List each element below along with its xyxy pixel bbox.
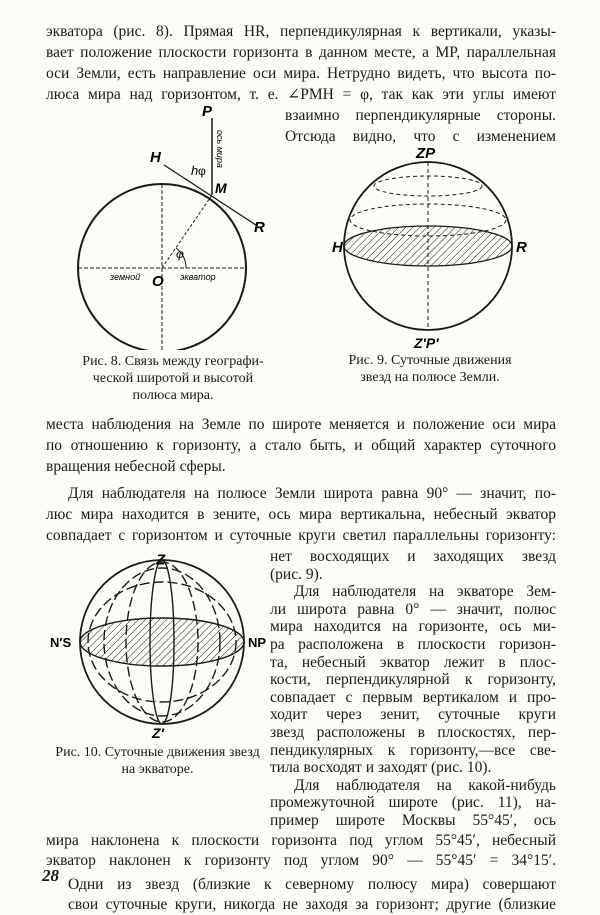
label-axis: ось мира	[215, 130, 225, 168]
text-line: места наблюдения на Земле по широте меняется и положение оси мира	[46, 416, 556, 433]
label-phi: φ	[176, 247, 184, 261]
figure-8-caption	[58, 353, 288, 404]
text-line: пример широте Москвы 55°45′, ось	[270, 812, 556, 829]
figure-10	[50, 552, 275, 742]
label-h: h	[191, 163, 199, 178]
text-line: Одни из звезд (близкие к северному полюсу мира) совершают	[68, 875, 556, 893]
label-P: P	[202, 103, 213, 120]
page-number: 28	[42, 866, 59, 885]
caption-line: на экваторе.	[121, 762, 194, 777]
label-equator: экватор	[180, 272, 216, 282]
caption-line: ческой широтой и высотой	[92, 371, 254, 386]
label-M: M	[215, 180, 227, 196]
text-line: тила восходят и заходят (рис. 10).	[270, 759, 492, 777]
label-Z: Z	[156, 552, 166, 569]
caption-line: Рис. 9. Суточные движения	[348, 353, 512, 368]
text-line: Для наблюдателя на полюсе Земли широта равна 90° — значит, по-	[68, 485, 556, 502]
label-R: R	[516, 239, 527, 256]
text-line: мира наклонена к плоскости горизонта под углом 55°45′, небесный	[46, 831, 556, 849]
text-line: Отсюда видно, что с изменением	[285, 128, 556, 145]
text-line: мира находится на горизонте, ось ми-	[270, 618, 556, 636]
text-line: вает положение плоскости горизонта в данном месте, а MP, параллельная	[46, 44, 556, 61]
text-line: люса мира над горизонтом, т. е. ∠PMH = φ, так как эти углы имеют	[46, 86, 556, 103]
text-line: свои суточные круги, никогда не заходя за горизонт; другие (близкие	[68, 895, 556, 913]
figure-9-caption	[330, 352, 530, 386]
text-line: звезд расположены в плоскостях, пер-	[270, 724, 556, 741]
label-R: R	[254, 219, 265, 236]
text-line: пендикулярных к горизонту,—все све-	[270, 741, 556, 759]
label-ZP: ZP	[416, 145, 436, 162]
text-line: экватора (рис. 8). Прямая HR, перпендикулярная к вертикали, указы-	[46, 23, 556, 40]
text-line: ли широта равна 0° — значит, полюс	[270, 600, 556, 618]
radius-line	[162, 195, 212, 268]
caption-line: полюса мира.	[132, 388, 214, 403]
text-line: ходит через зенит, суточные круги	[270, 706, 556, 724]
label-O: O	[152, 273, 164, 290]
text-line: (рис. 9).	[270, 565, 323, 583]
label-NS: N′S	[50, 635, 72, 650]
text-line: по отношению к горизонту, а стало быть, и общий характер суточного	[46, 437, 556, 454]
horizon-line	[164, 165, 256, 225]
text-line: совпадает с горизонтом и суточные круги светил параллельны горизонту:	[46, 527, 556, 544]
label-phi-top: φ	[198, 164, 206, 178]
text-line: нет восходящих и заходящих звезд	[270, 548, 556, 565]
text-line: Для наблюдателя на экваторе Зем-	[294, 583, 556, 601]
horizon-plane	[344, 226, 512, 266]
text-line: ра расположена в плоскости горизон-	[270, 636, 556, 653]
horizon-plane	[80, 618, 244, 666]
label-H: H	[150, 149, 161, 166]
text-line: люс мира находится в зените, ось мира вертикальна, небесный экватор	[46, 506, 556, 523]
label-Z-prime: Z′	[152, 725, 164, 741]
text-line: взаимно перпендикулярные стороны.	[285, 107, 556, 124]
label-ZP-prime: Z′P′	[414, 335, 439, 350]
text-line: та, небесный экватор лежит в плос-	[270, 653, 556, 671]
text-line: экватор наклонен к горизонту под углом 90° — 55°45′ = 34°15′.	[46, 851, 556, 869]
text-line: совпадает с первым вертикалом и про-	[270, 688, 556, 706]
label-H: H	[332, 239, 343, 256]
label-NP: NP	[248, 635, 267, 650]
label-earth: земной	[110, 272, 141, 282]
text-line: оси Земли, есть направление оси мира. Нетрудно видеть, что высота по-	[46, 65, 556, 82]
caption-line: Рис. 10. Суточные движения звезд	[55, 745, 260, 760]
text-line: вращения небесной сферы.	[46, 458, 226, 475]
caption-line: Рис. 8. Связь между географи-	[82, 354, 264, 369]
text-line: кости, перпендикулярной к горизонту,	[270, 671, 556, 689]
figure-10-caption	[45, 744, 270, 778]
text-line: промежуточной широте (рис. 11), на-	[270, 794, 556, 812]
figure-9	[330, 140, 530, 350]
figure-8	[40, 100, 300, 350]
text-line: Для наблюдателя на какой-нибудь	[294, 776, 556, 794]
caption-line: звезд на полюсе Земли.	[360, 370, 500, 385]
